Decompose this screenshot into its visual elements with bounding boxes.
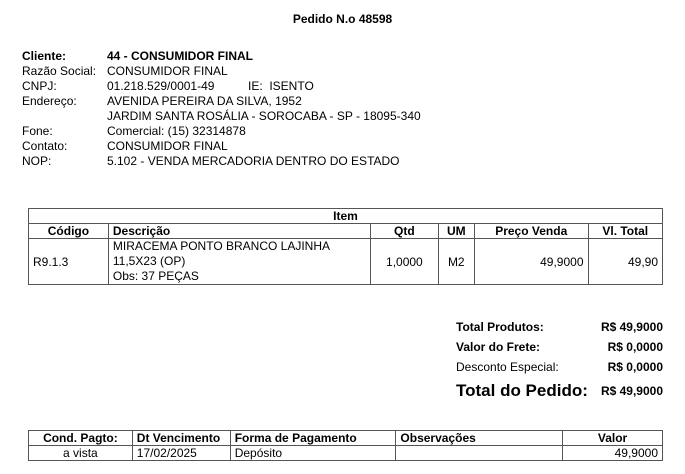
total-pedido-value: R$ 49,9000 xyxy=(600,384,663,398)
col-venc-header: Dt Vencimento xyxy=(132,431,230,446)
item-desc-line1: MIRACEMA PONTO BRANCO LAJINHA xyxy=(112,239,331,253)
item-desc-line2: 11,5X23 (OP) xyxy=(112,254,186,268)
fone-label: Fone: xyxy=(22,124,53,138)
item-um: M2 xyxy=(438,239,474,285)
table-row xyxy=(29,239,663,285)
item-qtd: 1,0000 xyxy=(371,239,438,285)
cnpj-label: CNPJ: xyxy=(22,79,57,93)
pay-obs xyxy=(396,446,563,461)
ie-value: IE: ISENTO xyxy=(248,79,314,93)
cliente-value: 44 - CONSUMIDOR FINAL xyxy=(107,49,254,63)
items-table xyxy=(28,208,663,285)
col-qtd-header: Qtd xyxy=(371,224,438,239)
pay-venc: 17/02/2025 xyxy=(132,446,230,461)
cnpj-value: 01.218.529/0001-49 xyxy=(107,79,215,93)
order-title: Pedido N.o 48598 xyxy=(292,12,393,26)
total-pedido-row xyxy=(456,377,663,405)
item-codigo: R9.1.3 xyxy=(29,239,109,285)
desconto-value: R$ 0,0000 xyxy=(607,360,663,374)
col-valor-header: Valor xyxy=(563,431,663,446)
nop-value: 5.102 - VENDA MERCADORIA DENTRO DO ESTADO xyxy=(107,154,400,168)
total-pedido-label: Total do Pedido: xyxy=(456,381,588,400)
pay-valor: 49,9000 xyxy=(563,446,663,461)
pay-forma: Depósito xyxy=(230,446,396,461)
pay-cond: a vista xyxy=(29,446,133,461)
contato-label: Contato: xyxy=(22,139,68,153)
cliente-label: Cliente: xyxy=(22,49,67,63)
payment-table xyxy=(28,430,663,461)
item-desc-obs: Obs: 37 PEÇAS xyxy=(112,269,199,283)
col-total-header: Vl. Total xyxy=(588,224,662,239)
desconto-label: Desconto Especial: xyxy=(456,360,559,374)
col-um-header: UM xyxy=(438,224,474,239)
col-codigo-header: Código xyxy=(29,224,109,239)
col-preco-header: Preço Venda xyxy=(474,224,588,239)
fone-value: Comercial: (15) 32314878 xyxy=(107,124,246,138)
col-cond-header: Cond. Pagto: xyxy=(29,431,133,446)
endereco-line2: JARDIM SANTA ROSÁLIA - SOROCABA - SP - 18095-340 xyxy=(107,109,421,123)
item-descricao xyxy=(108,239,370,285)
razao-value: CONSUMIDOR FINAL xyxy=(107,64,228,78)
total-produtos-value: R$ 49,9000 xyxy=(600,320,663,334)
items-caption: Item xyxy=(29,209,663,224)
desconto-row xyxy=(456,357,663,377)
valor-frete-row xyxy=(456,337,663,357)
total-produtos-row xyxy=(456,317,663,337)
table-row xyxy=(29,446,663,461)
nop-label: NOP: xyxy=(22,154,52,168)
col-forma-header: Forma de Pagamento xyxy=(230,431,396,446)
endereco-line1: AVENIDA PEREIRA DA SILVA, 1952 xyxy=(107,94,302,108)
item-total: 49,90 xyxy=(588,239,662,285)
col-obs-header: Observações xyxy=(396,431,563,446)
valor-frete-label: Valor do Frete: xyxy=(456,340,541,354)
item-preco: 49,9000 xyxy=(474,239,588,285)
razao-label: Razão Social: xyxy=(22,64,97,78)
valor-frete-value: R$ 0,0000 xyxy=(607,340,663,354)
col-descricao-header: Descrição xyxy=(108,224,370,239)
contato-value: CONSUMIDOR FINAL xyxy=(107,139,228,153)
endereco-label: Endereço: xyxy=(22,94,77,108)
total-produtos-label: Total Produtos: xyxy=(456,320,544,334)
totals-block xyxy=(456,317,663,405)
